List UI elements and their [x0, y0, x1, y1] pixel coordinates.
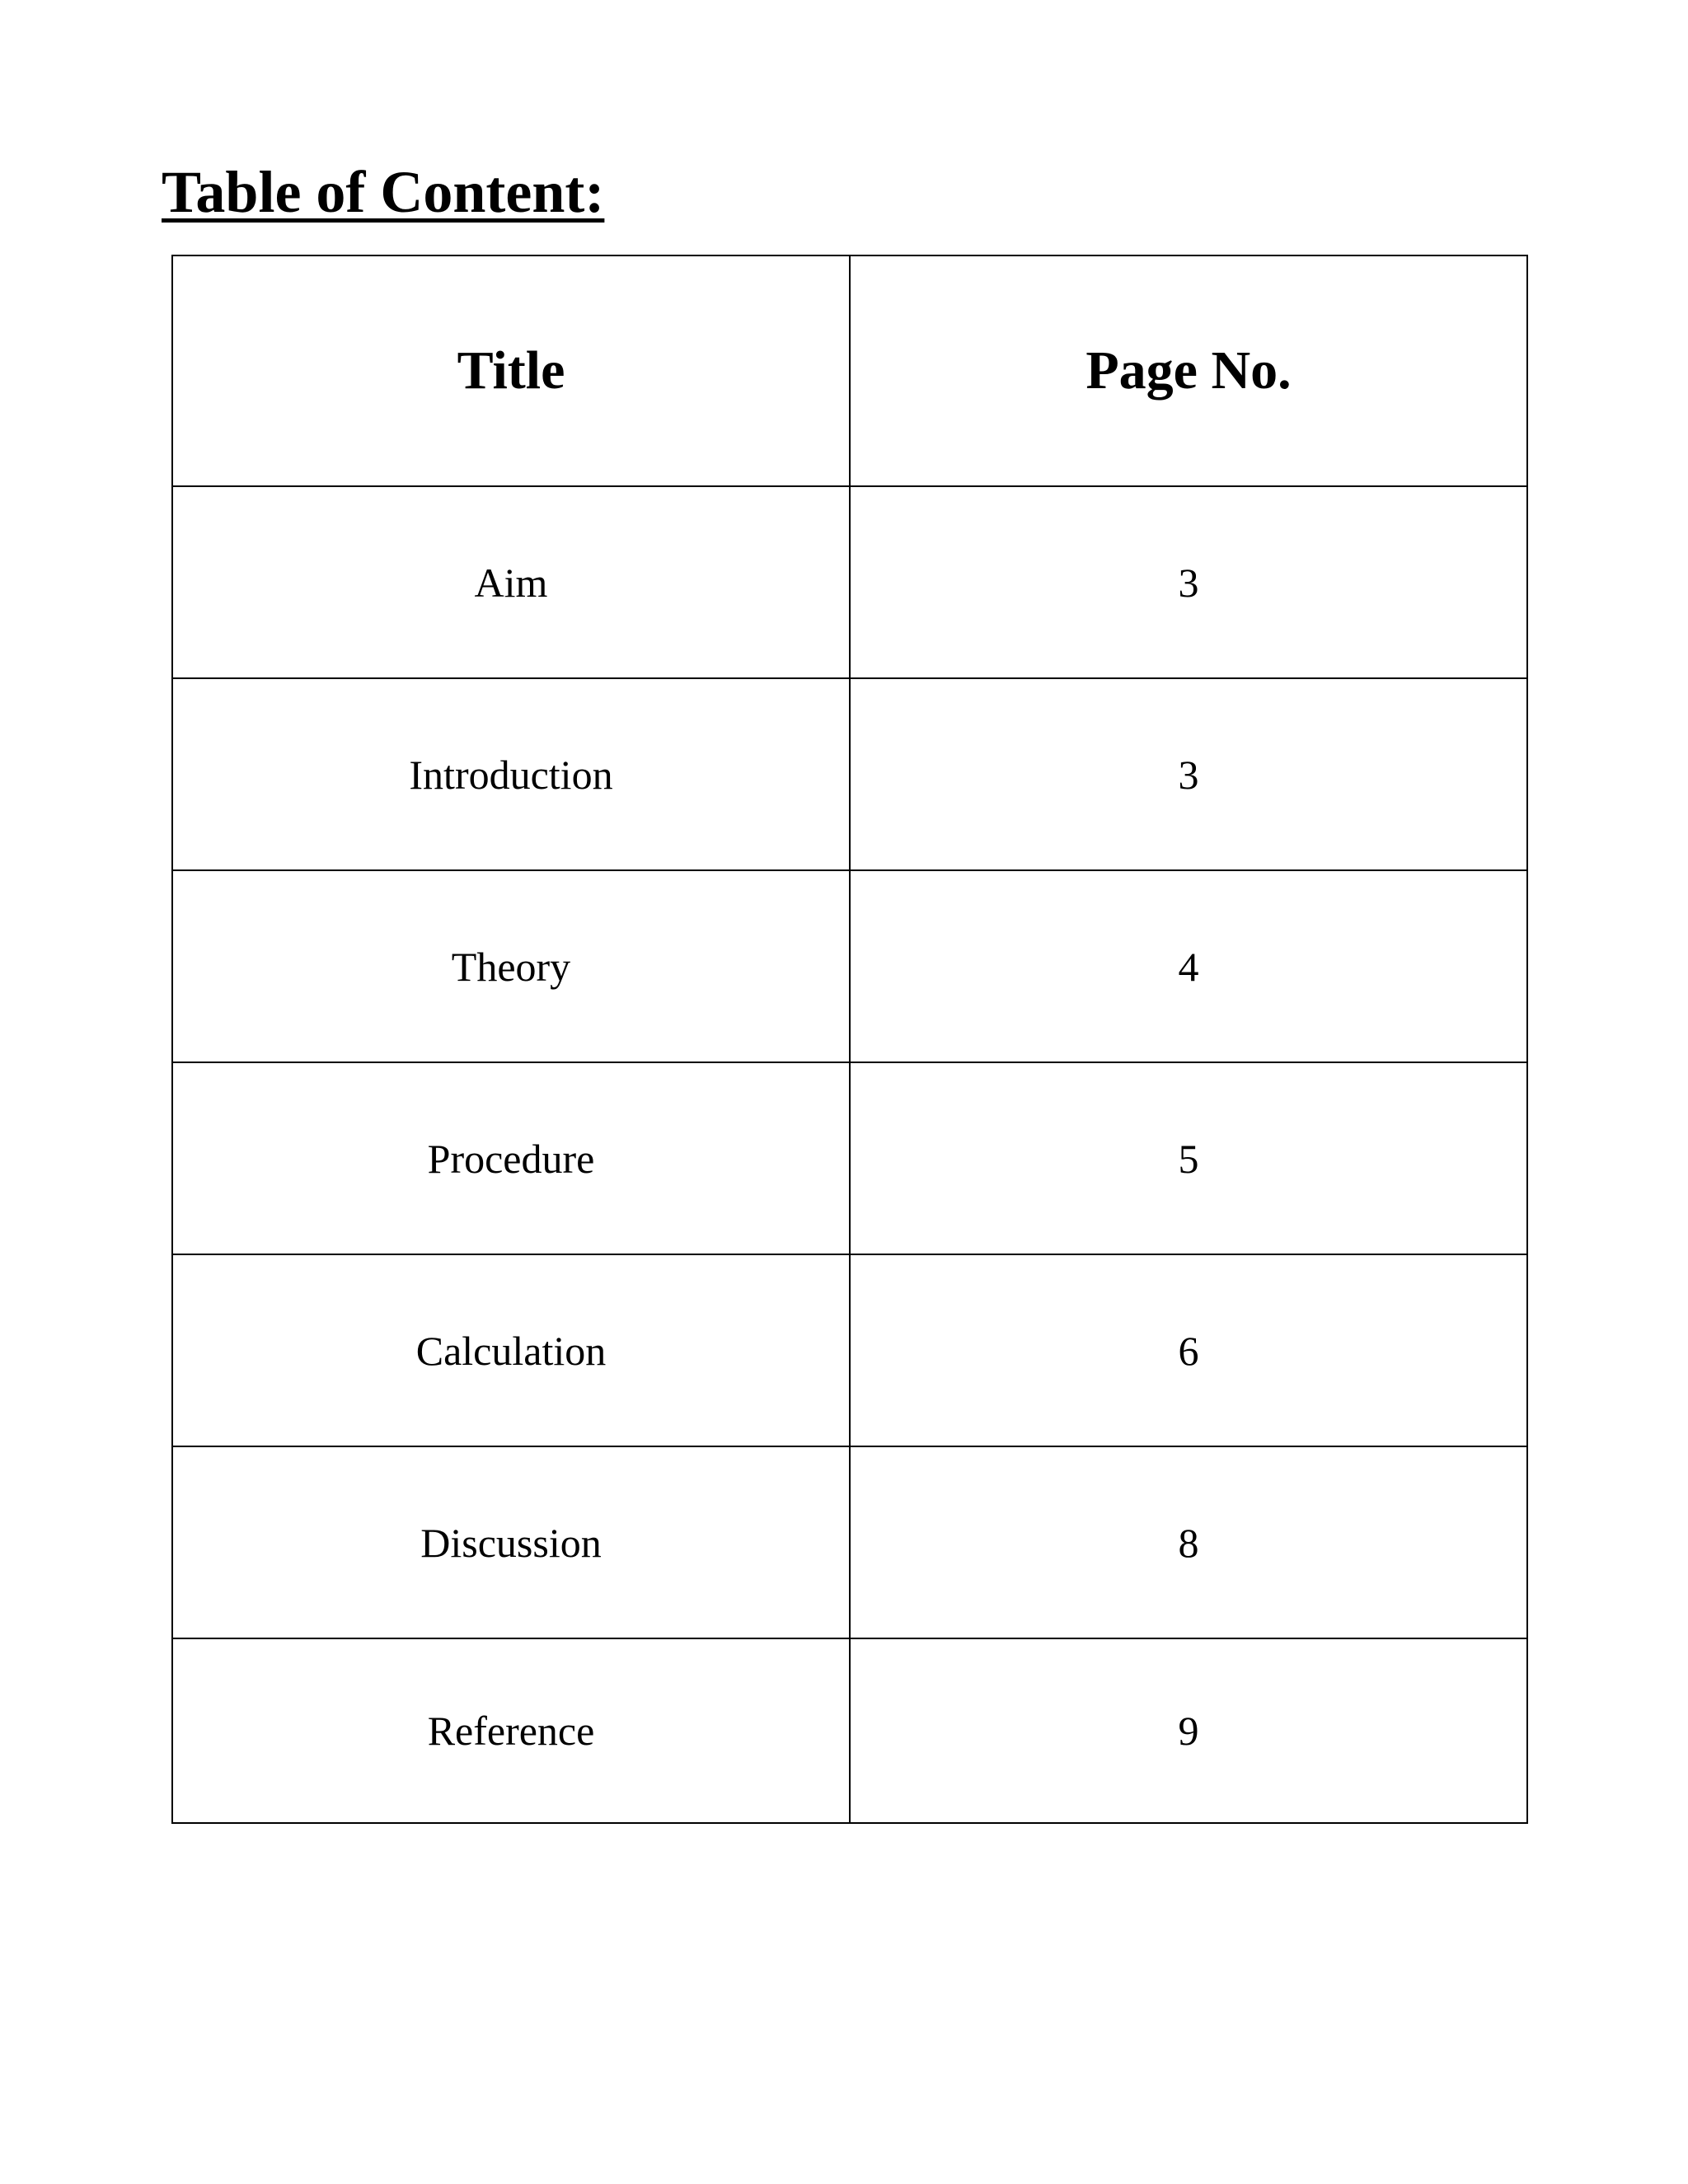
table-row — [172, 486, 1527, 678]
toc-entry-title: Calculation — [172, 1254, 850, 1446]
toc-entry-title: Aim — [172, 486, 850, 678]
toc-entry-title: Theory — [172, 870, 850, 1062]
toc-entry-title: Discussion — [172, 1446, 850, 1638]
toc-entry-page: 8 — [850, 1446, 1527, 1638]
toc-entry-page: 3 — [850, 678, 1527, 870]
toc-entry-page: 6 — [850, 1254, 1527, 1446]
toc-entry-page: 3 — [850, 486, 1527, 678]
column-header-title: Title — [172, 255, 850, 486]
table-row — [172, 1446, 1527, 1638]
table-row — [172, 1062, 1527, 1254]
toc-entry-page: 5 — [850, 1062, 1527, 1254]
table-row — [172, 1254, 1527, 1446]
page-title: Table of Content: — [162, 159, 605, 225]
toc-entry-title: Procedure — [172, 1062, 850, 1254]
table-of-contents — [171, 255, 1528, 1824]
column-header-page-no: Page No. — [850, 255, 1527, 486]
table-row — [172, 1638, 1527, 1823]
toc-entry-page: 9 — [850, 1638, 1527, 1823]
table-header-row — [172, 255, 1527, 486]
toc-entry-title: Introduction — [172, 678, 850, 870]
toc-entry-title: Reference — [172, 1638, 850, 1823]
table-row — [172, 870, 1527, 1062]
table-row — [172, 678, 1527, 870]
toc-entry-page: 4 — [850, 870, 1527, 1062]
